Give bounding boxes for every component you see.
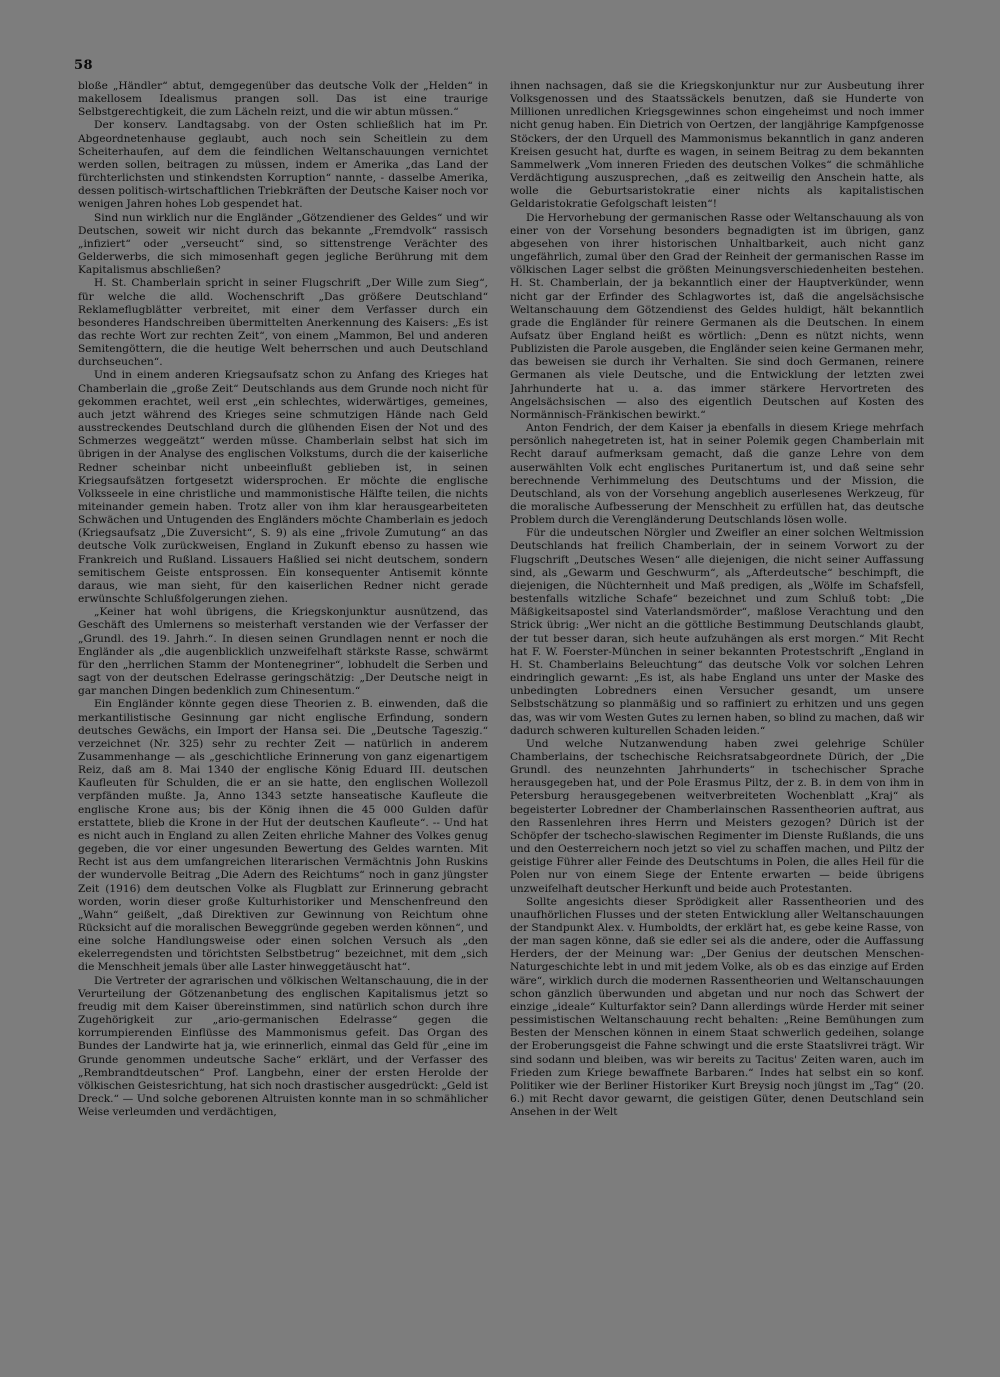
page-number: 58: [74, 58, 94, 73]
paragraph: Für die undeutschen Nörgler und Zweifler an einer solchen Weltmission Deutschlands hat freilich Chamberlain, der in seinem Vorwort zu der Flugschrift „Deutsches Wesen“ alle diejenigen, die nicht seiner Auffassung sind, als „Gewarm und Geschwurm“, als „Afterdeutsche“ beschimpft, die diejenigen, die Nüchternheit und Maß predigen, als „Wölfe im Schafsfell, bestenfalls witzliche Schafe“ bezeichnet und zum Schluß tobt: „Die Mäßigkeitsapostel sind Vaterlandsmörder“, maßlose Verachtung und den Strick übrig: „Wer nicht an die göttliche Bestimmung Deutschlands glaubt, der tut besser daran, sich heute aufzuhängen als erst morgen.“ Mit Recht hat F. W. Foerster-München in seiner bekannten Protestschrift „England in H. St. Chamberlains Beleuchtung“ das deutsche Volk vor solchen Lehren eindringlich gewarnt: „Es ist, als habe England uns unter der Maske des unbedingten Lobredners einen Versucher gesandt, um unsere Selbstschätzung so planmäßig und so raffiniert zu erhitzen und uns gegen das, was wir vom Westen Gutes zu lernen haben, so blind zu machen, daß wir dadurch schweren kulturellen Schaden leiden.“: [510, 527, 924, 737]
paragraph: bloße „Händler“ abtut, demgegenüber das deutsche Volk der „Helden“ in makellosem Idealismus prangen soll. Das ist eine traurige Selbstgerechtigkeit, die zum Lächeln reizt, und die wir abtun müssen.“: [78, 80, 488, 119]
paragraph: Der konserv. Landtagsabg. von der Osten schließlich hat im Pr. Abgeordnetenhause geglaubt, auch noch sein Scheitlein zu dem Scheiterhaufen, auf dem die feindlichen Weltanschauungen vernichtet werden sollen, beitragen zu müssen, indem er Amerika „das Land der fürchterlichsten und stinkendsten Korruption“ nannte, - dasselbe Amerika, dessen politisch-wirtschaftlichen Triebkräften der Deutsche Kaiser noch vor wenigen Jahren hohes Lob gespendet hat.: [78, 119, 488, 211]
left-column: [78, 80, 488, 1364]
paragraph: Anton Fendrich, der dem Kaiser ja ebenfalls in diesem Kriege mehrfach persönlich nahegetreten ist, hat in seiner Polemik gegen Chamberlain mit Recht darauf aufmerksam gemacht, daß die ganze Lehre von dem auserwählten Volk echt englisches Puritanertum ist, und daß seine sehr berechnende Verhimmelung des Deutschtums und der Mission, die Deutschland, als von der Vorsehung angeblich auserlesenes Werkzeug, für die moralische Aufbesserung der Menschheit zu erfüllen hat, das deutsche Problem durch die Verengländerung Deutschlands lösen wolle.: [510, 422, 924, 527]
paragraph: ihnen nachsagen, daß sie die Kriegskonjunktur nur zur Ausbeutung ihrer Volksgenossen und des Staatssäckels benutzen, daß sie Hunderte von Millionen unredlichen Kriegsgewinnes schon eingeheimst und noch immer nicht genug haben. Ein Dietrich von Oertzen, der langjährige Kampfgenosse Stöckers, der den Urquell des Mammonismus bekanntlich in ganz anderen Kreisen gesucht hat, durfte es wagen, in seinem Beitrag zu dem bekannten Sammelwerk „Vom inneren Frieden des deutschen Volkes“ die schmähliche Verdächtigung auszusprechen, „daß es zeitweilig den Anschein hatte, als wolle die Geburtsaristokratie einer nichts als kapitalistischen Geldaristokratie Gefolgschaft leisten“!: [510, 80, 924, 211]
paragraph: Sind nun wirklich nur die Engländer „Götzendiener des Geldes“ und wir Deutschen, soweit wir nicht durch das bekannte „Fremdvolk“ rassisch „infiziert“ oder „verseucht“ sind, so sittenstrenge Verächter des Gelderwerbs, die sich mimosenhaft gegen jegliche Berührung mit dem Kapitalismus abschließen?: [78, 211, 488, 277]
right-column: [510, 80, 924, 1364]
paragraph: Und in einem anderen Kriegsaufsatz schon zu Anfang des Krieges hat Chamberlain die „große Zeit“ Deutschlands aus dem Grunde noch nicht für gekommen erachtet, weil erst „ein schlechtes, widerwärtiges, gemeines, auch jetzt während des Krieges seine schmutzigen Hände nach Geld ausstreckendes Deutschland durch die glühenden Eisen der Not und des Schmerzes weggeätzt“ werden müsse. Chamberlain selbst hat sich im übrigen in der Analyse des englischen Volkstums, durch die der kaiserliche Redner scheinbar nicht unbeeinflußt geblieben ist, in seinen Kriegsaufsätzen fortgesetzt widersprochen. Er möchte die englische Volksseele in eine christliche und mammonistische Hälfte teilen, die nichts miteinander gemein haben. Trotz aller von ihm klar herausgearbeiteten Schwächen und Untugenden des Engländers möchte Chamberlain es jedoch (Kriegsaufsatz „Die Zuversicht“, S. 9) als eine „frivole Zumutung“ an das deutsche Volk zurückweisen, England in Zukunft ebenso zu hassen wie Frankreich und Rußland. Lissauers Haßlied sei nicht deutschem, sondern semitischem Geiste entsprossen. Ein konsequenter Antisemit könnte daraus, wie man sieht, für den kaiserlichen Redner nicht gerade erwünschte Schlußfolgerungen ziehen.: [78, 369, 488, 606]
paragraph: H. St. Chamberlain spricht in seiner Flugschrift „Der Wille zum Sieg“, für welche die alld. Wochenschrift „Das größere Deutschland“ Reklameflugblätter verbreitet, mit einer dem Verfasser durch ein besonderes Handschreiben übermittelten Anerkennung des Kaisers: „Es ist das rechte Wort zur rechten Zeit“, von einem „Mammon, Bel und anderen Semitengöttern, die die heutige Welt beherrschen und auch Deutschland durchseuchen“.: [78, 277, 488, 369]
paragraph: Die Vertreter der agrarischen und völkischen Weltanschauung, die in der Verurteilung der Götzenanbetung des englischen Kapitalismus jetzt so freudig mit dem Kaiser übereinstimmen, sind natürlich schon durch ihre Zugehörigkeit zur „ario-germanischen Edelrasse“ gegen die korrumpierenden Einflüsse des Mammonismus gefeit. Das Organ des Bundes der Landwirte hat ja, wie erinnerlich, einmal das Geld für „eine im Grunde genommen undeutsche Sache“ erklärt, und der Verfasser des „Rembrandtdeutschen“ Prof. Langbehn, einer der ersten Herolde der völkischen Geistesrichtung, hat sich noch drastischer ausgedrückt: „Geld ist Dreck.“ — Und solche geborenen Altruisten konnte man in so schmählicher Weise verleumden und verdächtigen,: [78, 974, 488, 1119]
paragraph: Die Hervorhebung der germanischen Rasse oder Weltanschauung als von einer von der Vorsehung besonders begnadigten ist im übrigen, ganz abgesehen von ihrer historischen Unhaltbarkeit, auch nicht ganz ungefährlich, zumal über den Grad der Reinheit der germanischen Rasse im völkischen Lager selbst die größten Meinungsverschiedenheiten bestehen. H. St. Chamberlain, der ja bekanntlich einer der Hauptverkünder, wenn nicht gar der Erfinder des Schlagwortes ist, daß die angelsächsische Weltanschauung dem Götzendienst des Geldes huldigt, hält bekanntlich grade die Engländer für reinere Germanen als die Deutschen. In einem Aufsatz über England heißt es wörtlich: „Denn es nützt nichts, wenn Publizisten die Parole ausgeben, die Engländer seien keine Germanen mehr, das beweisen sie durch ihr Verhalten. Sie sind doch Germanen, reinere Germanen als viele Deutsche, und die Entwicklung der letzten zwei Jahrhunderte hat u. a. das immer stärkere Hervortreten des Angelsächsischen — also des eigentlich Deutschen auf Kosten des Normännisch-Fränkischen bewirkt.“: [510, 211, 924, 421]
paragraph: Und welche Nutzanwendung haben zwei gelehrige Schüler Chamberlains, der tschechische Reichsratsabgeordnete Dürich, der „Die Grundl. des neunzehnten Jahrhunderts“ in tschechischer Sprache herausgegeben hat, und der Pole Erasmus Piltz, der z. B. in dem von ihm in Petersburg herausgegebenen weitverbreiteten Wochenblatt „Kraj“ als begeisterter Lobredner der Chamberlainschen Rassentheorien auftrat, aus den Rassenlehren ihres Herrn und Meisters gezogen? Dürich ist der Schöpfer der tschecho-slawischen Regimenter im Dienste Rußlands, die uns und den Oesterreichern noch jetzt so viel zu schaffen machen, und Piltz der geistige Führer aller Feinde des Deutschtums in Polen, die alles Heil für die Polen nur von einem Siege der Entente erwarten — beide übrigens unzweifelhaft deutscher Herkunft und beide auch Protestanten.: [510, 737, 924, 895]
paragraph: „Keiner hat wohl übrigens, die Kriegskonjunktur ausnützend, das Geschäft des Umlernens so meisterhaft verstanden wie der Verfasser der „Grundl. des 19. Jahrh.“. In diesen seinen Grundlagen nennt er noch die Engländer als „die augenblicklich unzweifelhaft stärkste Rasse, schwärmt für den „herrlichen Stamm der Montenegriner“, lobhudelt die Serben und sagt von der deutschen Edelrasse geringschätzig: „Der Deutsche neigt in gar manchen Dingen bedenklich zum Chinesentum.“: [78, 606, 488, 698]
paragraph: Ein Engländer könnte gegen diese Theorien z. B. einwenden, daß die merkantilistische Gesinnung gar nicht englische Erfindung, sondern deutsches Gewächs, ein Import der Hansa sei. Die „Deutsche Tageszig.“ verzeichnet (Nr. 325) sehr zu rechter Zeit — natürlich in anderem Zusammenhange — als „geschichtliche Erinnerung von ganz eigenartigem Reiz, daß am 8. Mai 1340 der englische König Eduard III. deutschen Kaufleuten für Schulden, die er an sie hatte, den englischen Wollezoll verpfänden mußte. Ja, Anno 1343 setzte hanseatische Kaufleute die englische Krone aus; bis der König ihnen die 45 000 Gulden dafür erstattete, blieb die Krone in der Hut der deutschen Kaufleute“. -- Und hat es nicht auch in England zu allen Zeiten ehrliche Mahner des Volkes genug gegeben, die vor einer ungesunden Bewertung des Geldes warnten. Mit Recht ist aus dem umfangreichen literarischen Vermächtnis John Ruskins der wundervolle Beitrag „Die Adern des Reichtums“ noch in ganz jüngster Zeit (1916) dem deutschen Volke als Flugblatt zur Erinnerung gebracht worden, worin dieser große Kulturhistoriker und Menschenfreund den „Wahn“ geißelt, „daß Direktiven zur Gewinnung von Reichtum ohne Rücksicht auf die moralischen Beweggründe gegeben werden können“, und eine solche Handlungsweise oder einen solchen Versuch als „den ekelerregendsten und törichtsten Selbstbetrug“ bezeichnet, mit dem „sich die Menschheit jemals über alle Laster hinweggetäuscht hat“.: [78, 698, 488, 974]
paragraph: Sollte angesichts dieser Sprödigkeit aller Rassentheorien und des unaufhörlichen Flusses und der steten Entwicklung aller Weltanschauungen der Standpunkt Alex. v. Humboldts, der erklärt hat, es gebe keine Rasse, von der man sagen könne, daß sie edler sei als die andere, oder die Auffassung Herders, der der Meinung war: „Der Genius der deutschen Menschen-Naturgeschichte lebt in und mit jedem Volke, als ob es das einzige auf Erden wäre“, wirklich durch die modernen Rassentheorien und Weltanschauungen schon gänzlich überwunden und abgetan und nur noch das Schwert der einzige „ideale“ Kulturfaktor sein? Dann allerdings würde Herder mit seiner pessimistischen Weltanschauung recht behalten: „Reine Bemühungen zum Besten der Menschen können in einem Staat schwerlich gedeihen, solange der Eroberungsgeist die Fahne schwingt und die erste Staatslivrei trägt. Wir sind sodann und bleiben, was wir bereits zu Tacitus' Zeiten waren, auch im Frieden zum Kriege bewaffnete Barbaren.“ Indes hat selbst ein so konf. Politiker wie der Berliner Historiker Kurt Breysig noch jüngst im „Tag“ (20. 6.) mit Recht davor gewarnt, die geistigen Güter, denen Deutschland sein Ansehen in der Welt: [510, 895, 924, 1119]
